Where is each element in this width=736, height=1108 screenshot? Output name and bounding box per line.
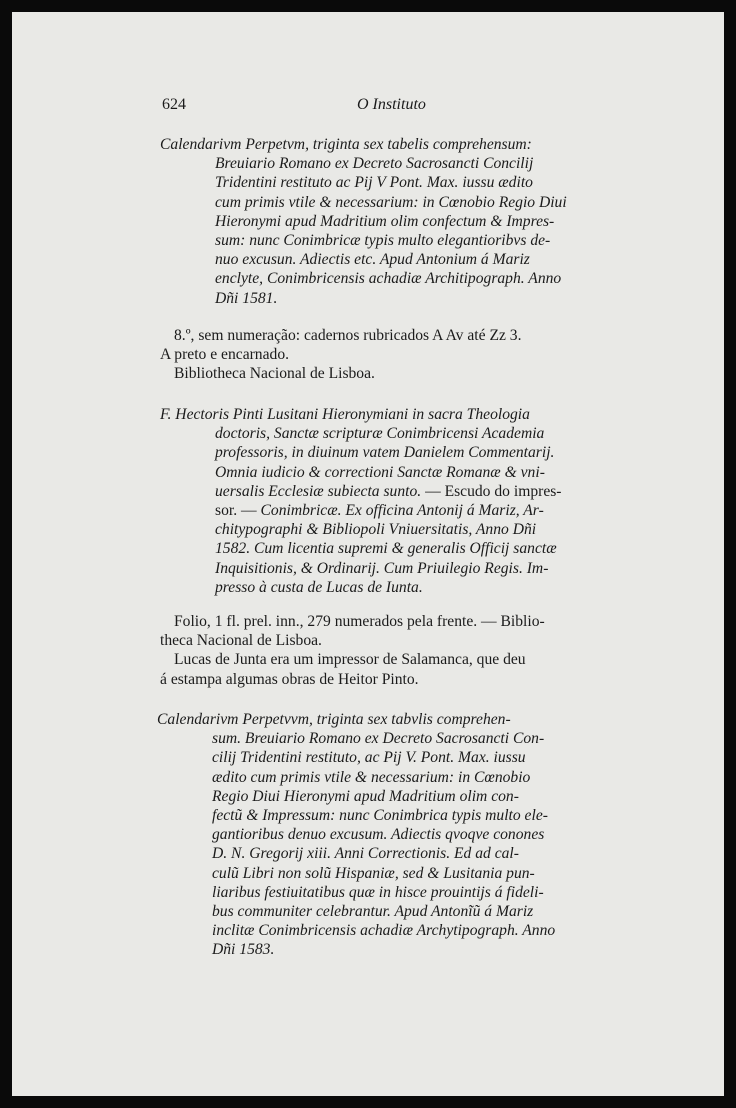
entry-line: bus communiter celebrantur. Apud Antonĩũ á Mariz [212, 903, 534, 921]
description-line: Lucas de Junta era um impressor de Salamanca, que deu [174, 651, 526, 669]
entry-line: professoris, in diuinum vatem Danielem Commentarij. [215, 444, 555, 462]
entry-line: cilij Tridentini restituto, ac Pij V. Pont. Max. iussu [212, 749, 526, 767]
entry-line: liaribus festiuitatibus quæ in hisce prouintijs á fideli- [212, 883, 544, 901]
entry-line-segment: Conimbricæ. Ex officina Antonij á Mariz, Ar- [260, 502, 544, 520]
journal-title: O Instituto [357, 96, 426, 113]
bibliographic-entry-2 [160, 405, 652, 597]
entry-line: inclitæ Conimbricensis achadiæ Archytipograph. Anno [212, 922, 556, 940]
description-line: 8.º, sem numeração: cadernos rubricados A Av até Zz 3. [174, 327, 522, 344]
entry-line [160, 501, 652, 520]
entry-line-segment: uersalis Ecclesiæ subiecta sunto. [215, 482, 422, 500]
bibliographic-entry-3 [157, 710, 649, 960]
entry-line: Calendarivm Perpetvm, triginta sex tabelis comprehensum: [160, 136, 532, 153]
entry-line: D. N. Gregorij xiii. Anni Correctionis. Ed ad cal- [212, 845, 519, 863]
entry-line: culũ Libri non solũ Hispaniæ, sed & Lusitania pun- [212, 864, 535, 882]
running-head [162, 96, 582, 118]
entry-line: chitypographi & Bibliopoli Vniuersitatis, Anno Dñi [215, 521, 537, 539]
entry-line: Omnia iudicio & correctioni Sanctæ Romanæ & vni- [215, 463, 545, 481]
entry-line: Dñi 1581. [215, 289, 278, 307]
entry-note: sor. — [215, 502, 257, 520]
entry-line: Inquisitionis, & Ordinarij. Cum Priuilegio Regis. Im- [215, 559, 549, 577]
entry-line: cum primis vtile & necessarium: in Cœnobio Regio Diui [215, 193, 567, 211]
entry-line: Regio Diui Hieronymi apud Madritium olim con- [212, 787, 519, 805]
description-2 [160, 612, 652, 689]
entry-line [160, 482, 652, 501]
entry-line: sum. Breuiario Romano ex Decreto Sacrosancti Con- [212, 730, 545, 748]
entry-line: doctoris, Sanctæ scripturæ Conimbricensi Academia [215, 425, 545, 443]
entry-line: gantioribus denuo excusum. Adiectis qvoqve conones [212, 826, 545, 844]
entry-line: ædito cum primis vtile & necessarium: in Cœnobio [212, 768, 531, 786]
description-line: Bibliotheca Nacional de Lisboa. [174, 365, 375, 383]
entry-note: — Escudo do impres- [425, 482, 562, 500]
entry-line: nuo excusun. Adiectis etc. Apud Antonium á Mariz [215, 251, 530, 269]
entry-line: Tridentini restituto ac Pij V Pont. Max. iussu ædito [215, 174, 533, 192]
entry-line: Hieronymi apud Madritium olim confectum & Impres- [215, 212, 555, 230]
entry-line: F. Hectoris Pinti Lusitani Hieronymiani in sacra Theologia [160, 406, 530, 423]
description-line: á estampa algumas obras de Heitor Pinto. [160, 670, 419, 688]
entry-line: sum: nunc Conimbricæ typis multo elegantioribvs de- [215, 232, 551, 250]
entry-line: enclyte, Conimbricensis achadiæ Architipograph. Anno [215, 270, 562, 288]
entry-line: 1582. Cum licentia supremi & generalis Officij sanctæ [215, 540, 557, 558]
description-line: theca Nacional de Lisboa. [160, 632, 322, 650]
entry-line: fectũ & Impressum: nunc Conimbrica typis multo ele- [212, 807, 548, 825]
description-line: Folio, 1 fl. prel. inn., 279 numerados pela frente. — Biblio- [174, 613, 545, 630]
entry-line: Calendarivm Perpetvvm, triginta sex tabvlis comprehen- [157, 711, 511, 728]
document-page [12, 12, 724, 1096]
description-line: A preto e encarnado. [160, 346, 290, 364]
entry-line: Dñi 1583. [212, 941, 275, 959]
page-number: 624 [162, 96, 186, 113]
description-1 [160, 326, 652, 384]
bibliographic-entry-1 [160, 135, 652, 308]
entry-line: Breuiario Romano ex Decreto Sacrosancti Concilij [215, 155, 534, 173]
entry-line: presso à custa de Lucas de Iunta. [215, 578, 423, 596]
